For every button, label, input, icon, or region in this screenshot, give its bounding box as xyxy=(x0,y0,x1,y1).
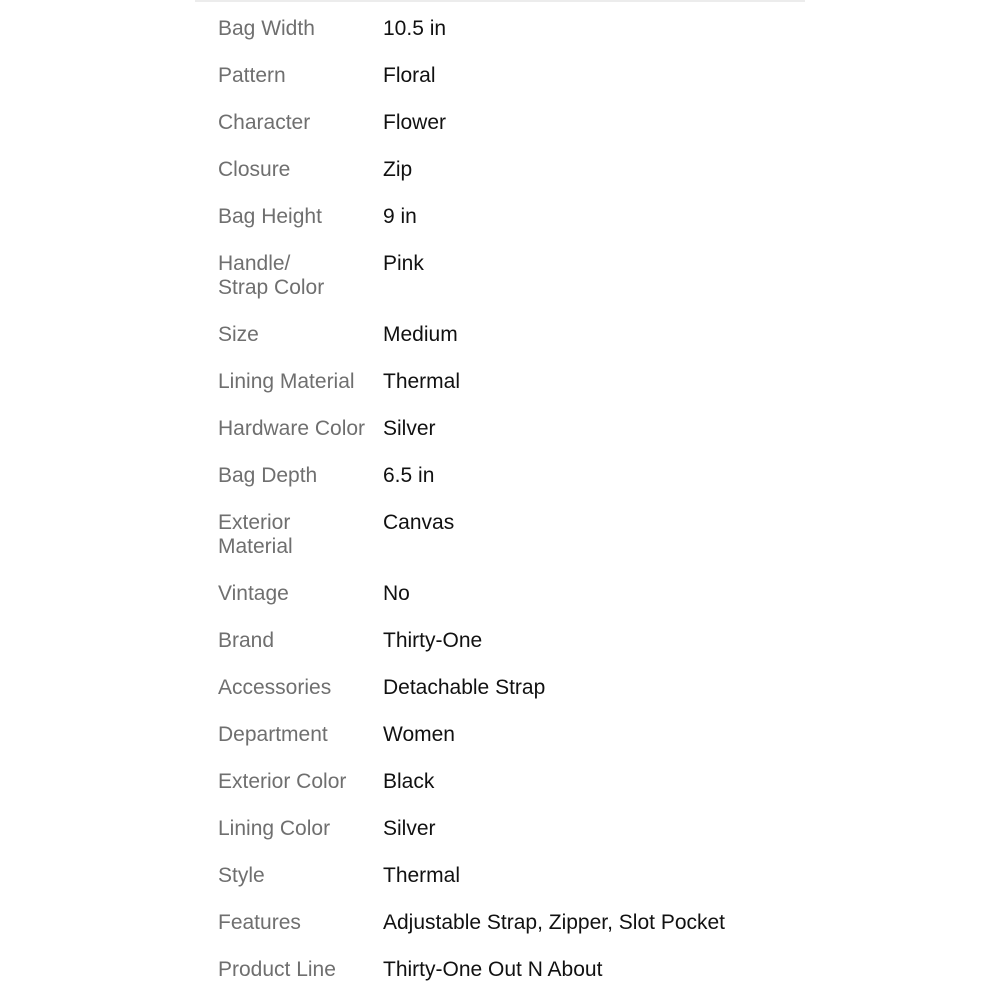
spec-label: Character xyxy=(218,111,311,134)
spec-row xyxy=(218,111,818,135)
spec-label: Accessories xyxy=(218,676,332,699)
spec-row xyxy=(218,911,818,935)
spec-label: Size xyxy=(218,323,259,346)
spec-value: Detachable Strap xyxy=(383,676,546,699)
item-specifics-list xyxy=(218,17,818,1000)
spec-row xyxy=(218,252,818,300)
spec-label: Lining Material xyxy=(218,370,355,393)
spec-value: Thermal xyxy=(383,864,461,887)
spec-label: Exterior Material xyxy=(218,511,293,558)
spec-label: Bag Width xyxy=(218,17,315,40)
spec-value: Floral xyxy=(383,64,436,87)
spec-value: No xyxy=(383,582,410,605)
spec-row xyxy=(218,205,818,229)
spec-value: 9 in xyxy=(383,205,417,228)
spec-value: Thermal xyxy=(383,370,461,393)
spec-row xyxy=(218,511,818,559)
spec-value: Pink xyxy=(383,252,424,275)
spec-row xyxy=(218,817,818,841)
spec-label: Bag Depth xyxy=(218,464,318,487)
spec-value: Thirty-One xyxy=(383,629,483,652)
spec-value: Canvas xyxy=(383,511,455,534)
spec-label: Lining Color xyxy=(218,817,331,840)
spec-row xyxy=(218,417,818,441)
spec-label: Closure xyxy=(218,158,291,181)
spec-value: Women xyxy=(383,723,455,746)
spec-value: Thirty-One Out N About xyxy=(383,958,603,981)
spec-row xyxy=(218,770,818,794)
spec-value: Silver xyxy=(383,417,436,440)
spec-row xyxy=(218,676,818,700)
spec-row xyxy=(218,64,818,88)
spec-row xyxy=(218,323,818,347)
spec-label: Exterior Color xyxy=(218,770,347,793)
spec-label: Brand xyxy=(218,629,275,652)
spec-label: Handle/ Strap Color xyxy=(218,252,325,299)
spec-label: Vintage xyxy=(218,582,289,605)
spec-value: Zip xyxy=(383,158,413,181)
spec-label: Style xyxy=(218,864,265,887)
spec-row xyxy=(218,582,818,606)
spec-value: Black xyxy=(383,770,435,793)
spec-value: Medium xyxy=(383,323,458,346)
spec-row xyxy=(218,864,818,888)
spec-label: Bag Height xyxy=(218,205,322,228)
spec-row xyxy=(218,723,818,747)
spec-label: Pattern xyxy=(218,64,286,87)
spec-value: Flower xyxy=(383,111,447,134)
spec-row xyxy=(218,370,818,394)
spec-value: 6.5 in xyxy=(383,464,435,487)
spec-row xyxy=(218,629,818,653)
top-divider xyxy=(195,0,805,2)
spec-row xyxy=(218,958,818,982)
spec-label: Department xyxy=(218,723,328,746)
spec-row xyxy=(218,464,818,488)
spec-label: Hardware Color xyxy=(218,417,366,440)
spec-value: 10.5 in xyxy=(383,17,447,40)
spec-value: Silver xyxy=(383,817,436,840)
spec-label: Features xyxy=(218,911,301,934)
spec-row xyxy=(218,158,818,182)
spec-label: Product Line xyxy=(218,958,336,981)
spec-value: Adjustable Strap, Zipper, Slot Pocket xyxy=(383,911,726,934)
spec-row xyxy=(218,17,818,41)
